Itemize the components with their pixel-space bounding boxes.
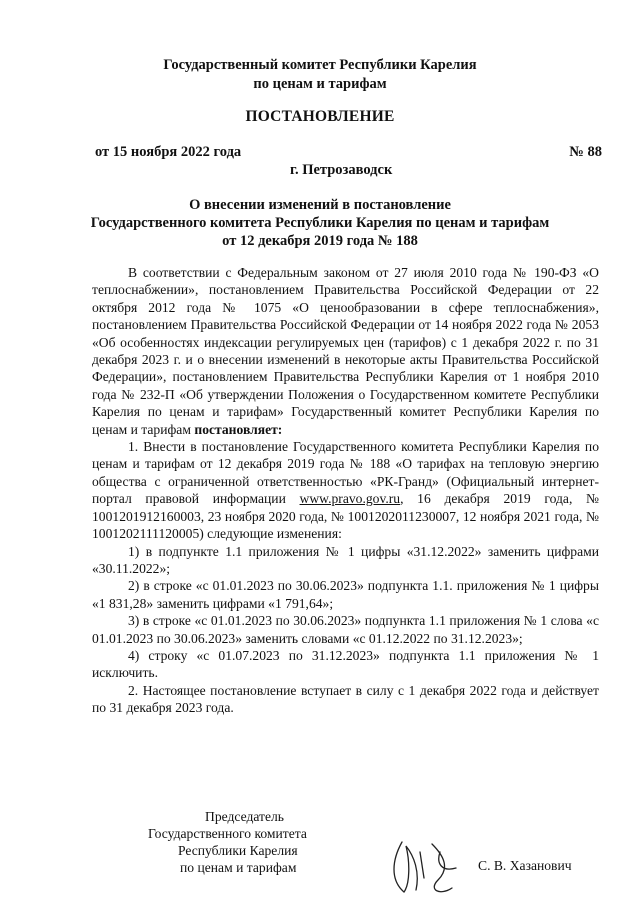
handwritten-signature bbox=[380, 832, 470, 902]
document-body bbox=[92, 264, 599, 717]
subitem-1: 1) в подпункте 1.1 приложения № 1 цифры «31.12.2022» заменить цифрами «30.11.2022»; bbox=[92, 543, 599, 576]
item-2-paragraph: 2. Настоящее постановление вступает в силу с 1 декабря 2022 года и действует по 31 декабря 2023 года. bbox=[92, 682, 599, 716]
item-1-text-a: 1. Внести в постановление Государственного комитета Республики Карелия по ценам и тарифам от 12 декабря 2019 года № 188 «О тарифах на тепловую энергию общества с ограниченной ответственностью «РК-Гранд» (Официальный интернет-портал правовой информации bbox=[92, 439, 599, 507]
preamble-paragraph bbox=[92, 264, 599, 438]
signatory-title-line3: Республики Карелия bbox=[178, 843, 298, 858]
doc-number: № 88 bbox=[569, 144, 602, 160]
doc-type-title: ПОСТАНОВЛЕНИЕ bbox=[245, 108, 395, 125]
resolves-word: постановляет: bbox=[194, 421, 283, 437]
pravo-link[interactable]: www.pravo.gov.ru bbox=[299, 491, 401, 507]
subitem-3: 3) в строке «с 01.01.2023 по 30.06.2023» подпункта 1.1 приложения № 1 слова «с 01.01.2023 по 30.06.2023» заменить словами «с 01.12.2022 по 31.12.2023»; bbox=[92, 613, 599, 646]
subitem-2: 2) в строке «с 01.01.2023 по 30.06.2023» подпункта 1.1. приложения № 1 цифры «1 831,28» заменить цифрами «1 791,64»; bbox=[92, 578, 599, 611]
subject-line2: Государственного комитета Республики Карелия по ценам и тарифам bbox=[90, 215, 550, 231]
item-1-text-b: , 16 декабря 2019 года, № 1001201912160003, 23 ноября 2020 года, № 1001202011230007, 12 ноября 2021 года, № 1001202111120005) следующие изменения: bbox=[92, 491, 599, 542]
doc-date: от 15 ноября 2022 года bbox=[95, 144, 242, 160]
signatory-title-line1: Председатель bbox=[205, 809, 284, 824]
signatory-title-line2: Государственного комитета bbox=[148, 826, 307, 841]
signatory-title-line4: по ценам и тарифам bbox=[180, 860, 297, 875]
subject-line1: О внесении изменений в постановление bbox=[189, 197, 451, 213]
signatory-name: С. В. Хазанович bbox=[478, 858, 572, 873]
subitem-4: 4) строку «с 01.07.2023 по 31.12.2023» подпункта 1.1 приложения № 1 исключить. bbox=[92, 647, 599, 681]
subject-line3: от 12 декабря 2019 года № 188 bbox=[222, 233, 418, 249]
org-name-line1: Государственный комитет Республики Карелия bbox=[163, 57, 477, 73]
doc-city: г. Петрозаводск bbox=[290, 162, 393, 178]
org-name-line2: по ценам и тарифам bbox=[253, 76, 387, 92]
preamble-text: В соответствии с Федеральным законом от 27 июля 2010 года № 190-ФЗ «О теплоснабжении», постановлением Правительства Российской Федерации от 22 октября 2012 года № 1075 «О ценообразовании в сфере теплоснабжения», постановлением Правительства Российской Федерации от 14 ноября 2022 года № 2053 «Об особенностях индексации регулируемых цен (тарифов) с 1 декабря 2022 г. по 31 декабря 2023 г. и о внесении изменений в некоторые акты Правительства Российской Федерации», постановлением Правительства Республики Карелия от 1 ноября 2010 года № 232-П «Об утверждении Положения о Государственном комитете Республики Карелия по ценам и тарифам» Государственный комитет Республики Карелия по ценам и тарифам bbox=[92, 265, 599, 437]
item-1-paragraph bbox=[92, 438, 599, 542]
